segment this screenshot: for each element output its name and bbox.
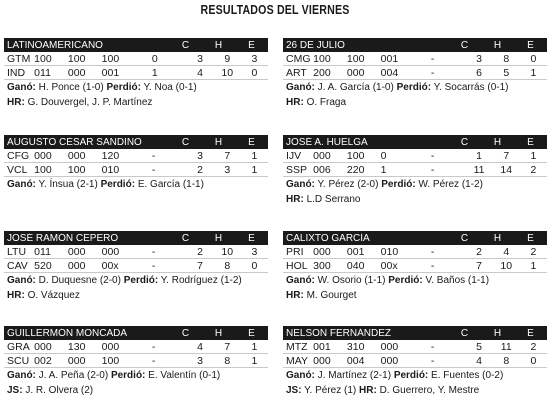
game-header (4, 135, 268, 149)
line-score-row (283, 259, 547, 273)
team-code: SSP (286, 163, 308, 176)
errors-header: E (248, 232, 255, 244)
innings-4-6: 100 (346, 52, 365, 65)
errors: 1 (251, 163, 258, 176)
innings-1-3: 200 (313, 66, 331, 79)
runs: 3 (197, 354, 203, 367)
hits: 5 (503, 66, 510, 79)
extra-innings: - (151, 149, 156, 162)
line-score-row (4, 149, 268, 163)
errors-header: E (248, 136, 255, 148)
hits: 7 (224, 149, 231, 162)
won-label: Ganó: (286, 82, 315, 93)
saved-label: JS: (7, 385, 23, 396)
pitchers-line (286, 177, 547, 192)
winning-pitcher: J. Martínez (2-1) (317, 370, 392, 381)
runs: 1 (476, 149, 482, 162)
won-label: Ganó: (286, 275, 315, 286)
runs: 3 (476, 52, 482, 65)
game-box-jose-ramon-cepero (4, 231, 268, 303)
runs-header: C (181, 232, 190, 244)
hits-header: H (214, 39, 223, 51)
runs-header: C (460, 327, 469, 339)
winning-pitcher: W. Osorio (1-1) (317, 275, 386, 286)
hr-label: HR: (286, 97, 304, 108)
errors: 2 (530, 340, 537, 353)
winning-pitcher: J. A. Peña (2-0) (38, 370, 109, 381)
errors-header: E (527, 39, 534, 51)
hits: 10 (500, 259, 513, 272)
game-box-26-de-julio (283, 38, 547, 110)
pitchers-line (7, 368, 268, 383)
saves-homeruns-line (286, 383, 547, 398)
innings-7-9: 100 (101, 52, 120, 65)
errors: 1 (251, 340, 258, 353)
line-score-row (4, 340, 268, 354)
game-notes (283, 368, 547, 398)
hits: 11 (500, 340, 512, 353)
hr-label: HR: (286, 290, 304, 301)
innings-7-9: 00x (380, 259, 398, 272)
homerun-hitters: G. Douvergel, J. P. Martínez (27, 97, 153, 108)
errors: 3 (251, 245, 258, 258)
innings-1-3: 002 (34, 354, 52, 367)
innings-7-9: 001 (101, 66, 120, 79)
innings-7-9: 1 (380, 163, 387, 176)
innings-1-3: 006 (313, 163, 331, 176)
lost-label: Perdió: (106, 82, 141, 93)
errors: 3 (251, 52, 258, 65)
team-code: CMG (286, 52, 311, 65)
extra-innings: - (430, 149, 435, 162)
errors: 1 (530, 66, 537, 79)
losing-pitcher: V. Baños (1-1) (425, 275, 490, 286)
game-header (4, 231, 268, 245)
errors: 2 (530, 245, 537, 258)
team-code: IND (7, 66, 26, 79)
winning-pitcher: Y. Ínsua (2-1) (38, 179, 98, 190)
runs-header: C (181, 327, 190, 339)
hits: 8 (224, 354, 231, 367)
innings-4-6: 000 (67, 66, 86, 79)
hits: 9 (224, 52, 231, 65)
innings-1-3: 000 (313, 245, 331, 258)
line-score-row (283, 354, 547, 368)
homerun-hitters: L.D Serrano (306, 194, 361, 205)
venue-name: 26 DE JULIO (286, 39, 345, 51)
game-box-jose-a-huelga (283, 135, 547, 207)
hits-header: H (493, 136, 502, 148)
won-label: Ganó: (7, 82, 36, 93)
errors-header: E (248, 327, 255, 339)
innings-7-9: 000 (101, 245, 120, 258)
line-score-row (4, 245, 268, 259)
innings-7-9: 004 (380, 66, 399, 79)
runs: 11 (473, 163, 485, 176)
runs: 4 (197, 340, 203, 353)
hits: 10 (221, 66, 234, 79)
innings-7-9: 0 (380, 149, 387, 162)
hits: 8 (503, 354, 510, 367)
runs: 2 (197, 163, 203, 176)
runs: 3 (197, 149, 203, 162)
game-notes (283, 177, 547, 207)
runs: 2 (476, 245, 482, 258)
errors-header: E (527, 232, 534, 244)
game-notes (4, 368, 268, 398)
line-score-row (4, 259, 268, 273)
lost-label: Perdió: (110, 370, 146, 381)
innings-1-3: 011 (34, 245, 51, 258)
homerun-hitters: O. Vázquez (27, 290, 80, 301)
game-header (283, 326, 547, 340)
winning-pitcher: J. A. García (1-0) (317, 82, 394, 93)
innings-1-3: 100 (313, 52, 331, 65)
team-code: VCL (7, 163, 28, 176)
hits-header: H (214, 232, 223, 244)
extra-innings: - (430, 66, 435, 79)
game-box-augusto-cesar-sandino (4, 135, 268, 192)
line-score-row (283, 52, 547, 66)
extra-innings: - (430, 245, 435, 258)
pitchers-line (7, 177, 268, 192)
team-code: GTM (7, 52, 31, 65)
game-header (4, 326, 268, 340)
line-score-row (283, 340, 547, 354)
pitchers-line (286, 273, 547, 288)
lost-label: Perdió: (123, 275, 159, 286)
innings-1-3: 011 (34, 66, 51, 79)
winning-pitcher: Y. Pérez (2-0) (317, 179, 379, 190)
runs: 2 (197, 245, 203, 258)
extra-innings: - (430, 259, 435, 272)
homerun-hitters: M. Gourget (306, 290, 357, 301)
extra-innings: - (430, 163, 435, 176)
hr-label: HR: (7, 290, 25, 301)
errors: 0 (530, 354, 537, 367)
innings-4-6: 000 (67, 149, 86, 162)
runs: 7 (476, 259, 482, 272)
save-pitcher: Y. Pérez (1) (304, 385, 357, 396)
game-notes (4, 80, 268, 110)
innings-4-6: 220 (346, 163, 365, 176)
line-score-row (283, 66, 547, 80)
runs-header: C (460, 232, 469, 244)
hits-header: H (493, 39, 502, 51)
extra-innings: - (430, 340, 435, 353)
game-notes (4, 177, 268, 192)
venue-name: CALIXTO GARCÍA (286, 232, 370, 244)
lost-label: Perdió: (381, 179, 416, 190)
game-box-calixto-garcia (283, 231, 547, 303)
hits: 10 (221, 245, 234, 258)
innings-4-6: 100 (346, 149, 365, 162)
venue-name: JOSÉ A. HUELGA (286, 136, 368, 148)
errors: 1 (251, 354, 258, 367)
innings-7-9: 010 (380, 245, 399, 258)
errors: 1 (530, 259, 537, 272)
save-pitcher: J. R. Olvera (2) (25, 385, 94, 396)
innings-1-3: 001 (313, 340, 331, 353)
innings-1-3: 000 (34, 149, 52, 162)
hr-label: HR: (359, 385, 377, 396)
losing-pitcher: E. Fuentes (0-2) (431, 370, 504, 381)
line-score-row (283, 149, 547, 163)
homeruns-line (286, 95, 547, 110)
innings-4-6: 004 (346, 354, 365, 367)
lost-label: Perdió: (393, 370, 429, 381)
page-title: RESULTADOS DEL VIERNES (200, 3, 350, 17)
extra-innings: - (430, 52, 435, 65)
hits: 7 (503, 149, 510, 162)
losing-pitcher: E. Valentín (0-1) (148, 370, 221, 381)
innings-1-3: 300 (313, 259, 331, 272)
runs-header: C (181, 39, 190, 51)
pitchers-line (7, 273, 268, 288)
errors-header: E (527, 327, 534, 339)
pitchers-line (7, 80, 268, 95)
runs: 7 (197, 259, 203, 272)
game-box-latinoamericano (4, 38, 268, 110)
venue-name: LATINOAMERICANO (7, 39, 103, 51)
innings-7-9: 100 (101, 354, 120, 367)
innings-4-6: 000 (67, 354, 86, 367)
pitchers-line (286, 80, 547, 95)
hits: 7 (224, 340, 231, 353)
line-score-row (4, 163, 268, 177)
extra-innings: 1 (151, 66, 158, 79)
errors-header: E (248, 39, 255, 51)
homeruns-line (286, 192, 547, 207)
losing-pitcher: E. García (1-1) (137, 179, 204, 190)
hr-label: HR: (286, 194, 304, 205)
innings-4-6: 130 (67, 340, 86, 353)
team-code: PRI (286, 245, 304, 258)
team-code: IJV (286, 149, 302, 162)
errors: 0 (530, 52, 537, 65)
hits: 4 (503, 245, 510, 258)
errors: 0 (251, 66, 258, 79)
losing-pitcher: Y. Noa (0-1) (143, 82, 197, 93)
hits: 8 (503, 52, 510, 65)
won-label: Ganó: (286, 179, 315, 190)
line-score-row (283, 245, 547, 259)
runs: 4 (197, 66, 203, 79)
innings-7-9: 00x (101, 259, 119, 272)
innings-7-9: 000 (380, 340, 399, 353)
innings-1-3: 100 (34, 52, 52, 65)
runs-header: C (181, 136, 190, 148)
team-code: LTU (7, 245, 27, 258)
team-code: GRA (7, 340, 30, 353)
innings-1-3: 000 (313, 354, 331, 367)
game-notes (4, 273, 268, 303)
venue-name: AUGUSTO CÉSAR SANDINO (7, 136, 142, 148)
game-header (4, 38, 268, 52)
losing-pitcher: Y. Rodríguez (1-2) (160, 275, 242, 286)
losing-pitcher: Y. Socarrás (0-1) (433, 82, 509, 93)
errors: 1 (530, 149, 537, 162)
team-code: MAY (286, 354, 308, 367)
innings-4-6: 000 (67, 245, 86, 258)
won-label: Ganó: (7, 275, 36, 286)
homeruns-line (7, 95, 268, 110)
hits-header: H (214, 327, 223, 339)
runs-header: C (460, 39, 469, 51)
errors-header: E (527, 136, 534, 148)
extra-innings: - (430, 354, 435, 367)
hits: 8 (224, 259, 231, 272)
venue-name: NELSON FERNÁNDEZ (286, 327, 392, 339)
game-header (283, 231, 547, 245)
innings-7-9: 120 (101, 149, 120, 162)
lost-label: Perdió: (388, 275, 423, 286)
pitchers-line (286, 368, 547, 383)
won-label: Ganó: (7, 179, 36, 190)
game-box-nelson-fernandez (283, 326, 547, 398)
innings-1-3: 100 (34, 163, 52, 176)
saved-label: JS: (286, 385, 302, 396)
innings-4-6: 100 (67, 52, 86, 65)
runs-header: C (460, 136, 469, 148)
line-score-row (283, 163, 547, 177)
losing-pitcher: W. Pérez (1-2) (418, 179, 483, 190)
innings-7-9: 010 (101, 163, 120, 176)
innings-4-6: 000 (346, 66, 365, 79)
won-label: Ganó: (7, 370, 36, 381)
homerun-hitters: D. Guerrero, Y. Mestre (379, 385, 480, 396)
saves-line (7, 383, 268, 398)
game-notes (283, 273, 547, 303)
hits-header: H (214, 136, 223, 148)
innings-7-9: 000 (101, 340, 120, 353)
innings-7-9: 001 (380, 52, 399, 65)
innings-1-3: 000 (34, 340, 52, 353)
runs: 6 (476, 66, 482, 79)
runs: 5 (476, 340, 482, 353)
venue-name: JOSÉ RAMÓN CEPERO (7, 232, 119, 244)
extra-innings: - (151, 354, 156, 367)
team-code: ART (286, 66, 307, 79)
team-code: CAV (7, 259, 28, 272)
extra-innings: 0 (151, 52, 158, 65)
errors: 1 (251, 149, 258, 162)
game-notes (283, 80, 547, 110)
innings-4-6: 000 (67, 259, 86, 272)
runs: 4 (476, 354, 482, 367)
homeruns-line (7, 288, 268, 303)
hr-label: HR: (7, 97, 25, 108)
innings-1-3: 000 (313, 149, 331, 162)
team-code: CFG (7, 149, 30, 162)
line-score-row (4, 66, 268, 80)
line-score-row (4, 354, 268, 368)
won-label: Ganó: (286, 370, 315, 381)
team-code: HOL (286, 259, 308, 272)
extra-innings: - (151, 163, 156, 176)
innings-4-6: 001 (346, 245, 365, 258)
venue-name: GUILLERMÓN MONCADA (7, 327, 128, 339)
hits: 14 (500, 163, 513, 176)
extra-innings: - (151, 245, 156, 258)
hits-header: H (493, 232, 502, 244)
errors: 2 (530, 163, 537, 176)
hits-header: H (493, 327, 502, 339)
line-score-row (4, 52, 268, 66)
game-header (283, 135, 547, 149)
homeruns-line (286, 288, 547, 303)
homerun-hitters: O. Fraga (306, 97, 347, 108)
lost-label: Perdió: (396, 82, 432, 93)
lost-label: Perdió: (100, 179, 136, 190)
innings-4-6: 040 (346, 259, 365, 272)
innings-4-6: 310 (346, 340, 365, 353)
innings-7-9: 000 (380, 354, 399, 367)
extra-innings: - (151, 340, 156, 353)
team-code: SCU (7, 354, 30, 367)
errors: 0 (251, 259, 258, 272)
game-box-guillermon-moncada (4, 326, 268, 398)
extra-innings: - (151, 259, 156, 272)
innings-1-3: 520 (34, 259, 52, 272)
team-code: MTZ (286, 340, 308, 353)
game-header (283, 38, 547, 52)
winning-pitcher: D. Duquesne (2-0) (38, 275, 121, 286)
innings-4-6: 100 (67, 163, 86, 176)
hits: 3 (224, 163, 231, 176)
winning-pitcher: H. Ponce (1-0) (38, 82, 104, 93)
runs: 3 (197, 52, 203, 65)
